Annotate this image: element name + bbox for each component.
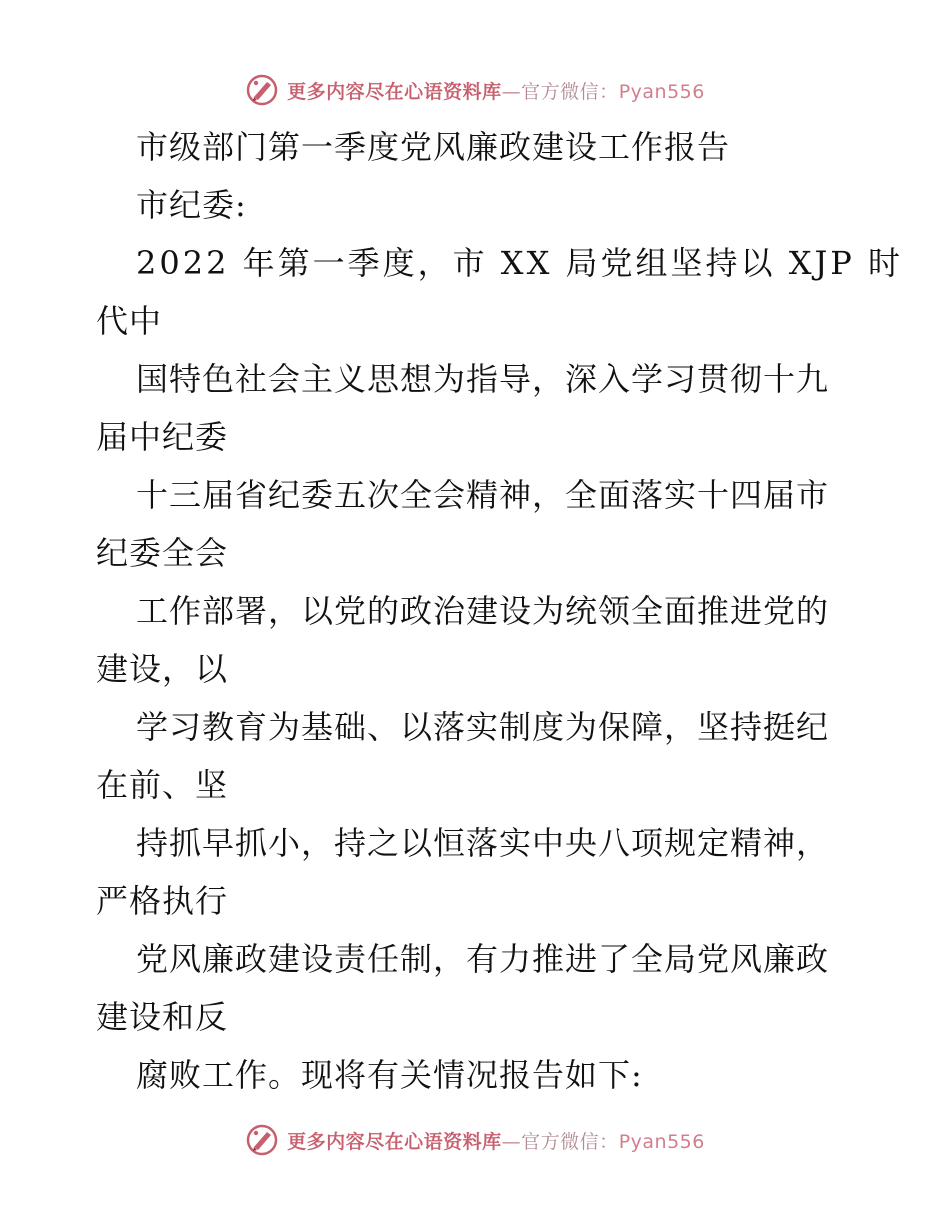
paragraph-line: 工作部署，以党的政治建设为统领全面推进党的 bbox=[136, 592, 830, 630]
paragraph-line: 纪委全会 bbox=[96, 534, 229, 572]
watermark-wechat-id: Pyan556 bbox=[618, 1130, 705, 1153]
paragraph-line: 建设和反 bbox=[96, 998, 229, 1036]
pen-logo-icon bbox=[245, 73, 279, 107]
watermark-wechat-id: Pyan556 bbox=[618, 80, 705, 103]
watermark-banner-top bbox=[0, 70, 950, 110]
paragraph-line: 党风廉政建设责任制，有力推进了全局党风廉政 bbox=[136, 940, 830, 978]
paragraph-line: 在前、坚 bbox=[96, 766, 229, 804]
watermark-brand: 更多内容尽在心语资料库 bbox=[287, 1130, 502, 1153]
paragraph-line: 2022 年第一季度，市 XX 局党组坚持以 XJP 时 bbox=[136, 244, 904, 282]
document-body bbox=[96, 118, 904, 1104]
paragraph-line: 十三届省纪委五次全会精神，全面落实十四届市 bbox=[136, 476, 830, 514]
watermark-text bbox=[287, 77, 705, 104]
paragraph-line: 学习教育为基础、以落实制度为保障，坚持挺纪 bbox=[136, 708, 830, 746]
pen-logo-icon bbox=[245, 1123, 279, 1157]
watermark-wechat-label: 官方微信： bbox=[521, 80, 619, 103]
watermark-separator: — bbox=[501, 80, 522, 103]
document-recipient: 市纪委: bbox=[136, 186, 247, 224]
watermark-brand: 更多内容尽在心语资料库 bbox=[287, 80, 502, 103]
paragraph-line: 国特色社会主义思想为指导，深入学习贯彻十九 bbox=[136, 360, 830, 398]
paragraph-line: 持抓早抓小，持之以恒落实中央八项规定精神， bbox=[136, 824, 830, 862]
document-title: 市级部门第一季度党风廉政建设工作报告 bbox=[136, 128, 731, 166]
watermark-wechat-label: 官方微信： bbox=[521, 1130, 619, 1153]
paragraph-line: 严格执行 bbox=[96, 882, 229, 920]
paragraph-line: 腐败工作。现将有关情况报告如下: bbox=[136, 1056, 643, 1094]
paragraph-line: 建设，以 bbox=[96, 650, 229, 688]
watermark-separator: — bbox=[501, 1130, 522, 1153]
paragraph-line: 代中 bbox=[96, 302, 163, 340]
watermark-banner-bottom bbox=[0, 1120, 950, 1160]
watermark-text bbox=[287, 1127, 705, 1154]
paragraph-line: 届中纪委 bbox=[96, 418, 229, 456]
